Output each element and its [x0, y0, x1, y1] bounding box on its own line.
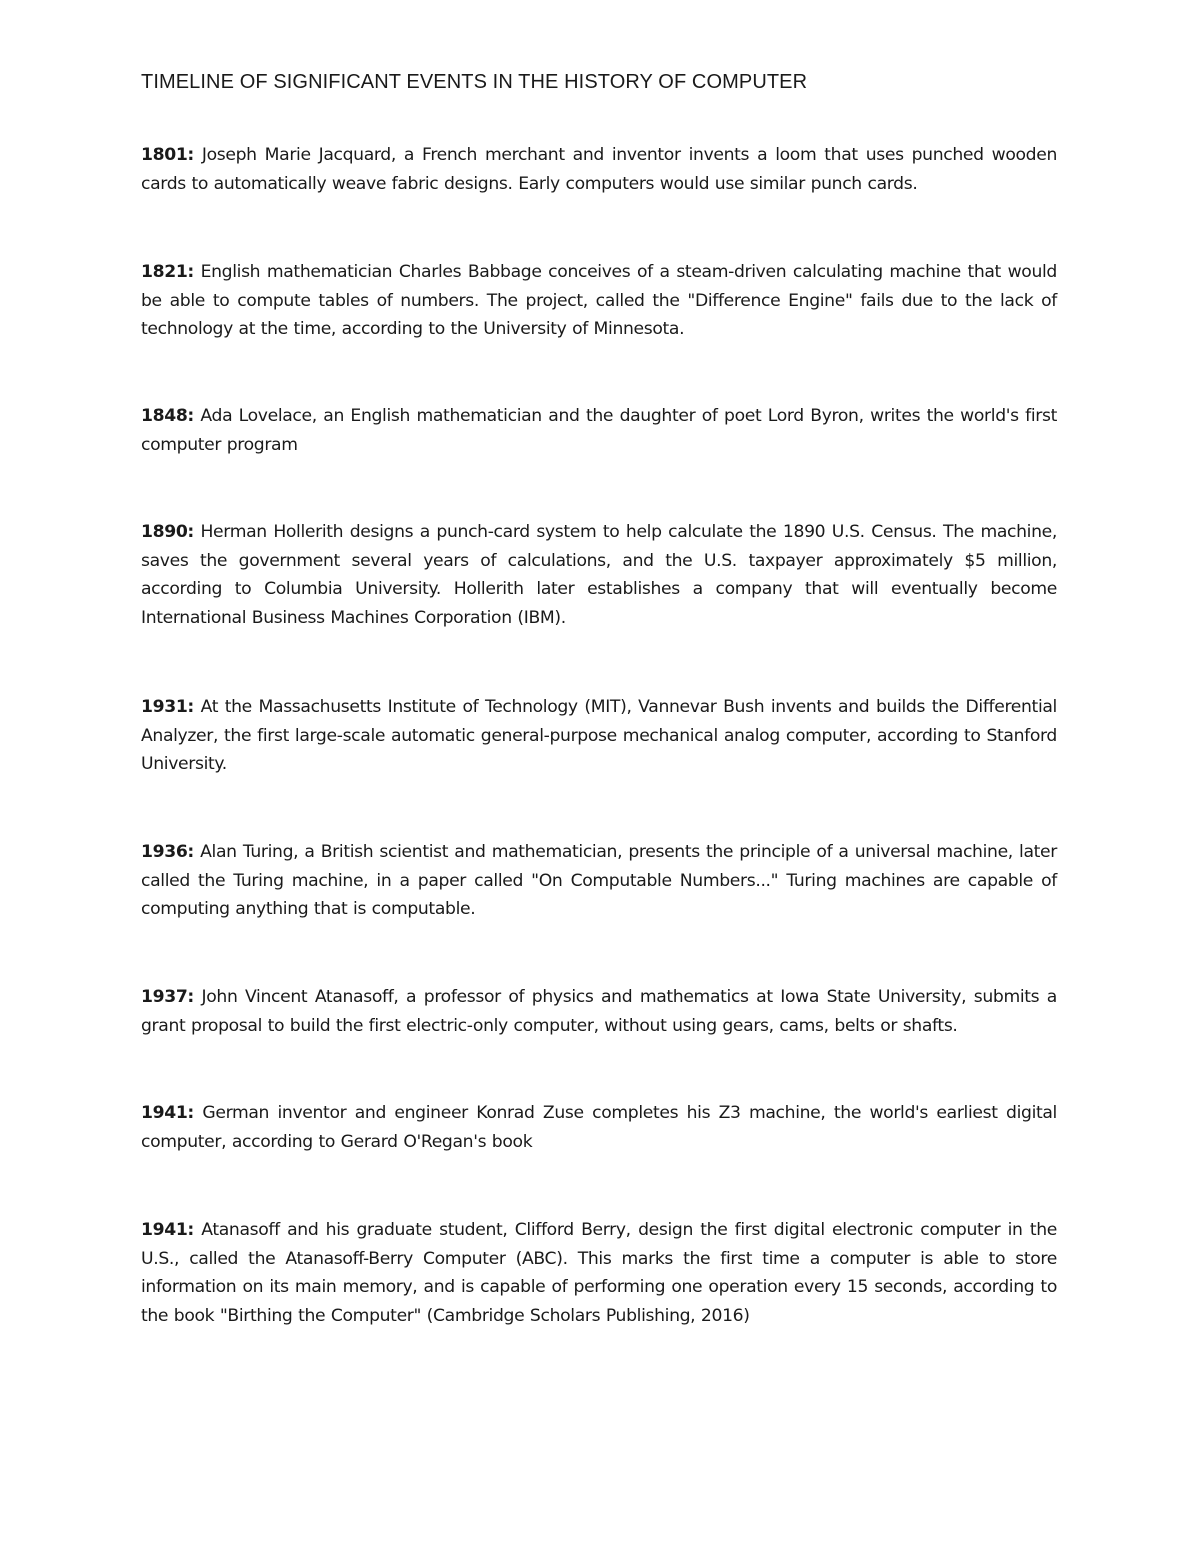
timeline-entry-1821 — [141, 258, 1057, 344]
timeline-entry-1941-abc — [141, 1216, 1057, 1330]
document-title: TIMELINE OF SIGNIFICANT EVENTS IN THE HISTORY OF COMPUTER — [141, 71, 808, 93]
timeline-entry-1936 — [141, 838, 1057, 924]
timeline-entry-1848 — [141, 402, 1057, 459]
entry-text: English mathematician Charles Babbage conceives of a steam-driven calculating machine that would be able to compute tables of numbers. The project, called the "Difference Engine" fails due to the lack of technology at the time, according to the University of Minnesota. — [141, 262, 1057, 340]
entry-text: Joseph Marie Jacquard, a French merchant and inventor invents a loom that uses punched wooden cards to automatically weave fabric designs. Early computers would use similar punch cards. — [141, 145, 1057, 194]
entry-text: At the Massachusetts Institute of Technology (MIT), Vannevar Bush invents and builds the Differential Analyzer, the first large-scale automatic general-purpose mechanical analog computer, according to Stanford University. — [141, 697, 1057, 775]
entry-text: German inventor and engineer Konrad Zuse completes his Z3 machine, the world's earliest digital computer, according to Gerard O'Regan's book — [141, 1103, 1057, 1152]
entry-year: 1936: — [141, 842, 194, 862]
timeline-entry-1937 — [141, 983, 1057, 1040]
entry-text: John Vincent Atanasoff, a professor of physics and mathematics at Iowa State University, submits a grant proposal to build the first electric-only computer, without using gears, cams, belts or shafts. — [141, 987, 1057, 1036]
entry-text: Alan Turing, a British scientist and mathematician, presents the principle of a universal machine, later called the Turing machine, in a paper called "On Computable Numbers..." Turing machines are capable of computing anything that is computable. — [141, 842, 1057, 920]
entry-year: 1937: — [141, 987, 194, 1007]
entry-year: 1941: — [141, 1103, 194, 1123]
entry-year: 1821: — [141, 262, 194, 282]
timeline-entry-1890 — [141, 518, 1057, 632]
entry-text: Ada Lovelace, an English mathematician and the daughter of poet Lord Byron, writes the world's first computer program — [141, 406, 1057, 455]
entry-year: 1941: — [141, 1220, 194, 1240]
entry-year: 1890: — [141, 522, 194, 542]
entry-year: 1801: — [141, 145, 194, 165]
timeline-entry-1941-zuse — [141, 1099, 1057, 1156]
entry-text: Atanasoff and his graduate student, Clifford Berry, design the first digital electronic computer in the U.S., called the Atanasoff-Berry Computer (ABC). This marks the first time a computer is able to store information on its main memory, and is capable of performing one operation every 15 seconds, according to the book "Birthing the Computer" (Cambridge Scholars Publishing, 2016) — [141, 1220, 1057, 1326]
entry-year: 1931: — [141, 697, 194, 717]
timeline-entry-1801 — [141, 141, 1057, 198]
entry-year: 1848: — [141, 406, 194, 426]
timeline-entry-1931 — [141, 693, 1057, 779]
entry-text: Herman Hollerith designs a punch-card system to help calculate the 1890 U.S. Census. The machine, saves the government several years of calculations, and the U.S. taxpayer approximately $5 million, according to Columbia University. Hollerith later establishes a company that will eventually become International Business Machines Corporation (IBM). — [141, 522, 1057, 628]
